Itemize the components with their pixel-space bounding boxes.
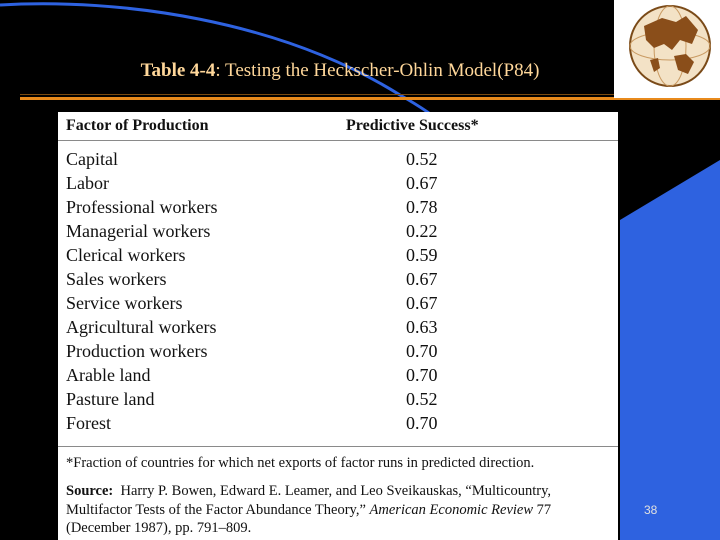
footer-divider	[58, 446, 618, 447]
factor-name: Managerial workers	[66, 221, 211, 241]
table-row	[58, 365, 618, 389]
source-tail: 77 (December 1987), pp. 791–809.	[66, 501, 552, 536]
table-row	[58, 317, 618, 341]
table-row	[58, 269, 618, 293]
factor-name: Labor	[66, 173, 109, 193]
success-value: 0.59	[406, 245, 438, 265]
factor-name: Forest	[66, 413, 111, 433]
factor-name: Clerical workers	[66, 245, 186, 265]
factor-name: Production workers	[66, 341, 208, 361]
table-row	[58, 173, 618, 197]
slide-title	[60, 60, 620, 82]
factor-name: Arable land	[66, 365, 151, 385]
table-row	[58, 197, 618, 221]
success-value: 0.52	[406, 389, 438, 409]
success-value: 0.67	[406, 173, 438, 193]
source-journal: American Economic Review	[369, 501, 534, 518]
success-value: 0.67	[406, 269, 438, 289]
source-label: Source:	[66, 483, 114, 499]
success-value: 0.67	[406, 293, 438, 313]
table-row	[58, 389, 618, 413]
globe-icon	[614, 0, 720, 98]
success-value: 0.78	[406, 197, 438, 217]
factor-name: Agricultural workers	[66, 317, 217, 337]
factor-name: Service workers	[66, 293, 183, 313]
success-value: 0.63	[406, 317, 438, 337]
header-success: Predictive Success*	[346, 117, 479, 134]
success-value: 0.70	[406, 341, 438, 361]
factor-name: Professional workers	[66, 197, 218, 217]
source-text: Harry P. Bowen, Edward E. Leamer, and Leo Sveikauskas, “Multicountry, Multifactor Tests of the Factor Abundance Theory,”	[66, 483, 552, 518]
page-number: 38	[644, 503, 658, 517]
title-number: Table 4-4	[140, 60, 216, 81]
table-row	[58, 413, 618, 437]
table-source	[66, 482, 618, 538]
table-row	[58, 221, 618, 245]
table-footnote: *Fraction of countries for which net exports of factor runs in predicted direction.	[66, 455, 535, 471]
table-row	[58, 341, 618, 365]
header-divider	[58, 140, 618, 141]
factor-name: Sales workers	[66, 269, 167, 289]
factor-name: Pasture land	[66, 389, 155, 409]
factor-name: Capital	[66, 149, 118, 169]
success-value: 0.70	[406, 365, 438, 385]
header-factor: Factor of Production	[66, 117, 209, 134]
success-value: 0.70	[406, 413, 438, 433]
data-table	[58, 112, 618, 540]
table-row	[58, 149, 618, 173]
table-row	[58, 245, 618, 269]
title-text: : Testing the Heckscher-Ohlin Model(P84)	[215, 60, 540, 81]
table-row	[58, 293, 618, 317]
success-value: 0.52	[406, 149, 438, 169]
success-value: 0.22	[406, 221, 438, 241]
